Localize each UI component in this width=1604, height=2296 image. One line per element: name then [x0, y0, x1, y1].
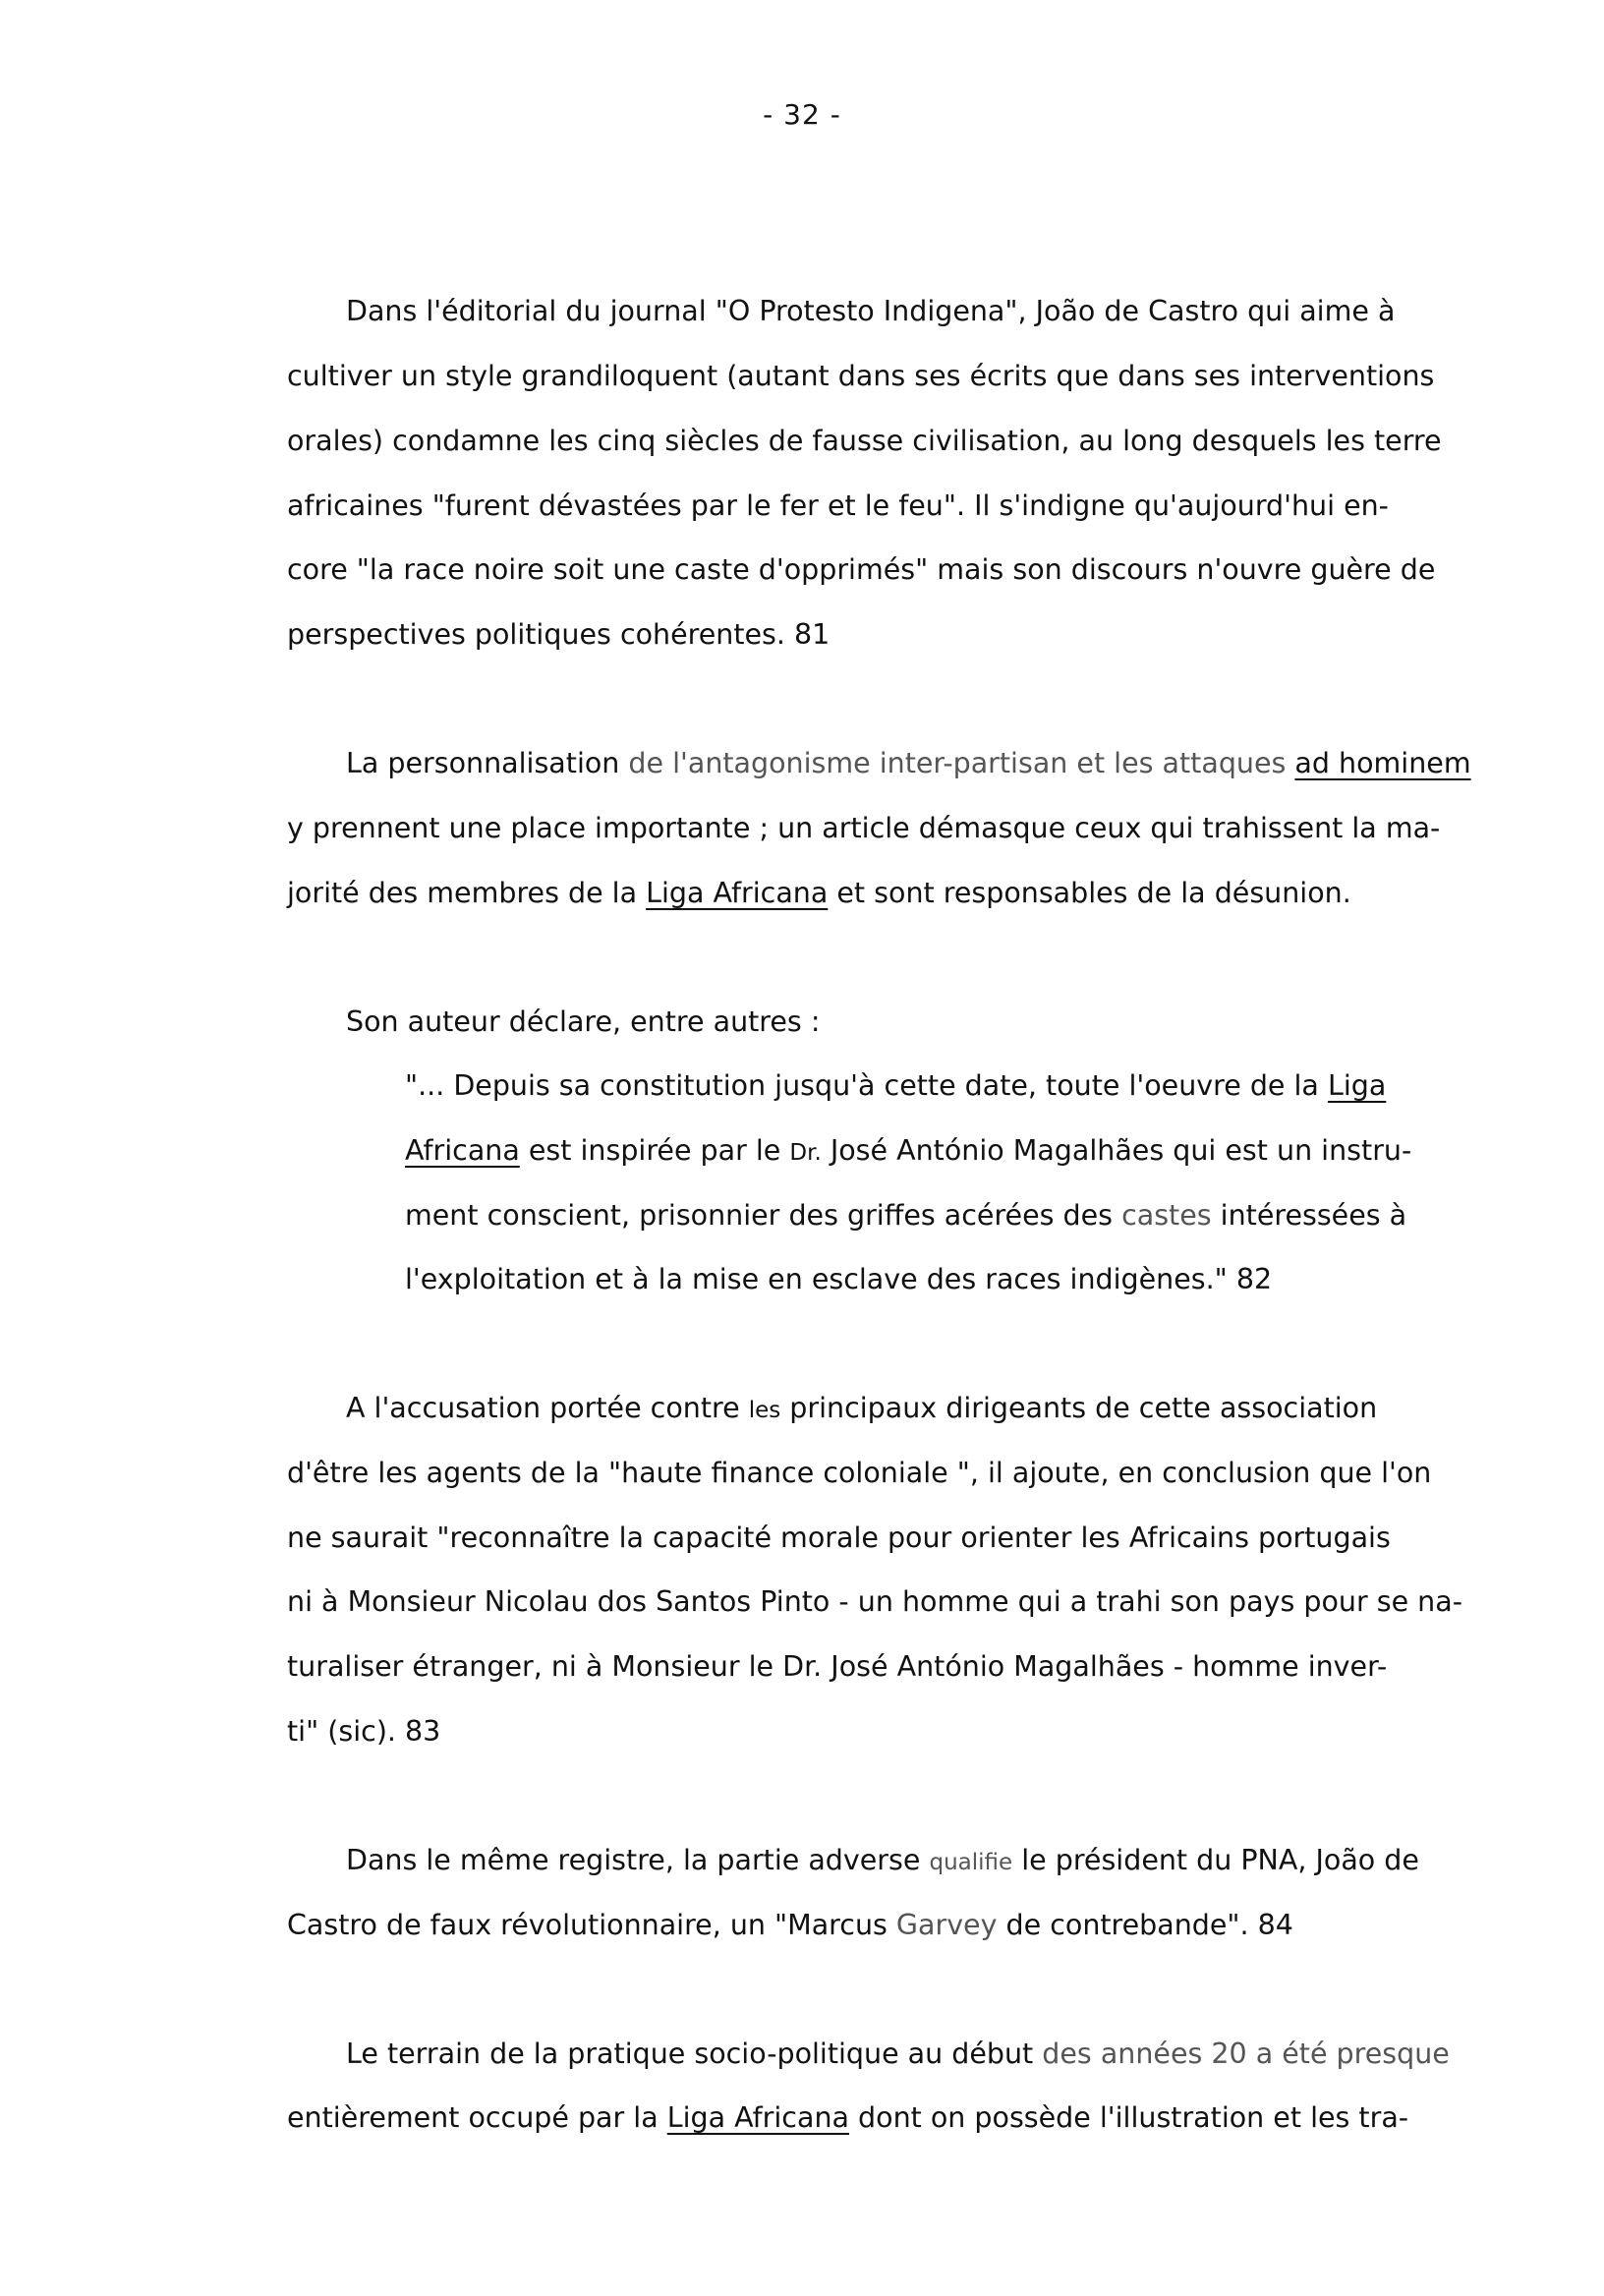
p3-q2-africana: Africana: [405, 1134, 520, 1167]
p5-l1-text-b: le président du PNA, João de: [1012, 1844, 1419, 1876]
p4-line-3: ne saurait "reconnaître la capacité morale pour orienter les Africains portugais: [287, 1521, 1391, 1554]
page-number: - 32 -: [763, 98, 841, 131]
p3-q1-liga: Liga: [1327, 1069, 1387, 1102]
p4-line-6: ti" (sic). 83: [287, 1715, 441, 1748]
p3-quote-line-1: [405, 1069, 1386, 1103]
p6-line-2: [287, 2101, 1408, 2135]
p4-line-1: [346, 1392, 1377, 1425]
p3-q3-castes: castes: [1121, 1199, 1212, 1232]
p4-line-2: d'être les agents de la "haute finance coloniale ", il ajoute, en conclusion que l'on: [287, 1457, 1432, 1489]
p2-liga-africana: Liga Africana: [646, 877, 829, 909]
p6-line-1: [346, 2038, 1450, 2071]
p6-liga-africana: Liga Africana: [666, 2101, 849, 2134]
p2-ad-hominem: ad hominem: [1294, 747, 1471, 779]
p2-text-a: La personnalisation: [346, 747, 629, 779]
p5-line-2: [287, 1909, 1293, 1942]
p4-line-4: ni à Monsieur Nicolau dos Santos Pinto - un homme qui a trahi son pays pour se na-: [287, 1585, 1462, 1618]
p4-line-5: turaliser étranger, ni à Monsieur le Dr. José António Magalhães - homme inver-: [287, 1650, 1388, 1683]
p5-l2-garvey: Garvey: [895, 1909, 998, 1941]
p6-l1-text-b: des années 20 a été presque: [1042, 2038, 1450, 2070]
p2-line-2: y prennent une place importante ; un article démasque ceux qui trahissent la ma-: [287, 812, 1441, 844]
p3-quote-line-3: [405, 1199, 1406, 1233]
p3-q2-text-a: est inspirée par le: [519, 1134, 790, 1167]
p1-line-5: core "la race noire soit une caste d'opprimés" mais son discours n'ouvre guère de: [287, 553, 1436, 586]
p3-q2-dr: Dr.: [789, 1140, 822, 1166]
p6-l2-text-a: entièrement occupé par la: [287, 2101, 667, 2134]
p3-q3-text-b: intéressées à: [1211, 1199, 1407, 1232]
p3-q1-text: "... Depuis sa constitution jusqu'à cette date, toute l'oeuvre de la: [405, 1069, 1328, 1102]
p2-line-3: [287, 877, 1351, 910]
p4-l1-les: les: [748, 1398, 781, 1423]
p6-l2-text-b: dont on possède l'illustration et les tra-: [848, 2101, 1409, 2134]
p4-l1-text-b: principaux dirigeants de cette association: [780, 1392, 1378, 1424]
p1-line-1: Dans l'éditorial du journal "O Protesto Indigena", João de Castro qui aime à: [346, 295, 1396, 327]
p1-line-6: perspectives politiques cohérentes. 81: [287, 618, 831, 651]
p3-quote-line-2: [405, 1134, 1411, 1168]
p5-line-1: [346, 1844, 1419, 1877]
p3-intro: Son auteur déclare, entre autres :: [346, 1005, 821, 1038]
p1-line-3: orales) condamne les cinq siècles de fausse civilisation, au long desquels les terre: [287, 425, 1442, 457]
p3-quote-line-4: l'exploitation et à la mise en esclave des races indigènes." 82: [405, 1263, 1273, 1295]
p2-text-b: de l'antagonisme inter-partisan et les attaques: [628, 747, 1295, 779]
p2-text-c: jorité des membres de la: [287, 877, 647, 909]
p5-l1-qualifie: qualifie: [929, 1850, 1013, 1875]
p3-q3-text-a: ment conscient, prisonnier des griffes acérées des: [405, 1199, 1122, 1232]
p1-line-2: cultiver un style grandiloquent (autant dans ses écrits que dans ses interventions: [287, 360, 1435, 392]
p2-text-d: et sont responsables de la désunion.: [828, 877, 1351, 909]
p5-l2-text-b: de contrebande". 84: [997, 1909, 1293, 1941]
p5-l2-text-a: Castro de faux révolutionnaire, un "Marcus: [287, 1909, 896, 1941]
p2-line-1: [346, 747, 1471, 780]
p4-l1-text-a: A l'accusation portée contre: [346, 1392, 749, 1424]
p3-q2-text-b: José António Magalhães qui est un instru-: [821, 1134, 1412, 1167]
p5-l1-text-a: Dans le même registre, la partie adverse: [346, 1844, 930, 1876]
p1-line-4: africaines "furent dévastées par le fer et le feu". Il s'indigne qu'aujourd'hui en-: [287, 489, 1389, 522]
p6-l1-text-a: Le terrain de la pratique socio-politique au début: [346, 2038, 1043, 2070]
